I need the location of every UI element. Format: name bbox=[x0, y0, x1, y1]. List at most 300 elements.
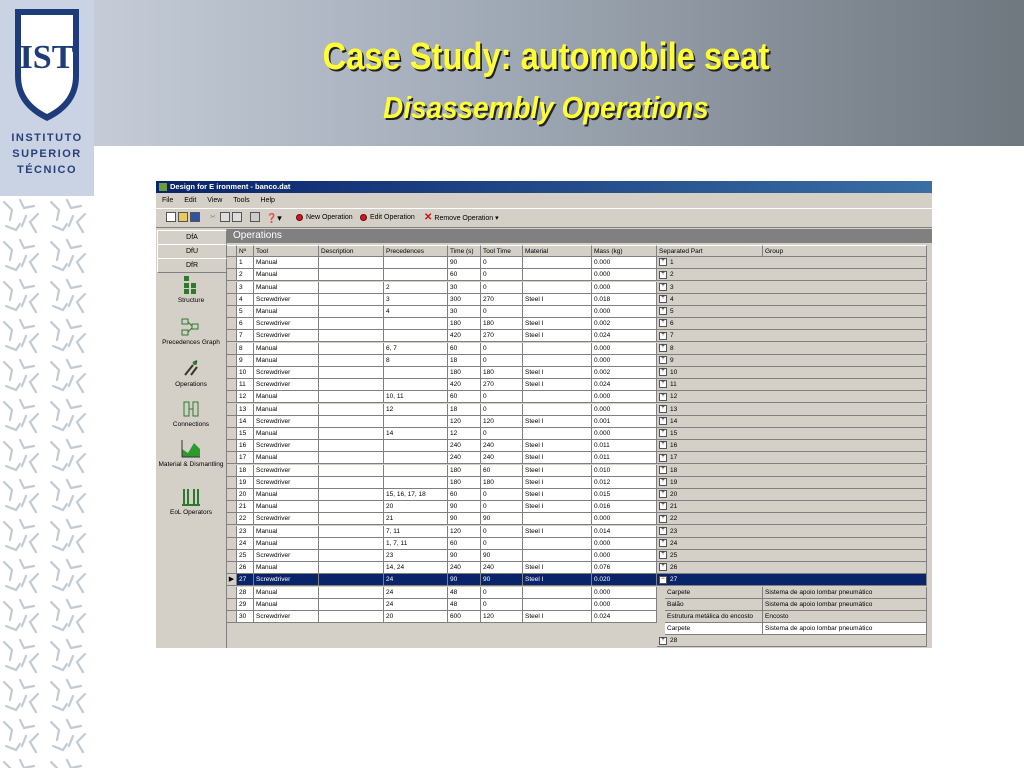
table-cell[interactable]: 90 bbox=[448, 257, 481, 269]
parts-row-cell[interactable] bbox=[657, 318, 927, 330]
table-cell[interactable]: Steel I bbox=[523, 452, 592, 464]
table-cell[interactable]: Manual bbox=[254, 501, 319, 513]
table-cell[interactable] bbox=[319, 550, 384, 562]
table-cell[interactable] bbox=[523, 513, 592, 525]
separated-part-cell[interactable]: Carpete bbox=[665, 587, 763, 599]
expand-icon[interactable]: + bbox=[659, 368, 667, 376]
table-cell[interactable]: 7, 11 bbox=[384, 526, 448, 538]
table-cell[interactable]: 240 bbox=[481, 440, 523, 452]
table-cell[interactable]: 20 bbox=[237, 489, 254, 501]
row-selector[interactable] bbox=[227, 379, 237, 391]
table-cell[interactable]: 0 bbox=[481, 391, 523, 403]
expand-icon[interactable]: + bbox=[659, 356, 667, 364]
parts-row-cell[interactable] bbox=[657, 562, 927, 574]
table-cell[interactable]: 0 bbox=[481, 489, 523, 501]
table-cell[interactable]: 0.024 bbox=[592, 379, 657, 391]
table-cell[interactable]: 0.001 bbox=[592, 416, 657, 428]
row-selector[interactable] bbox=[227, 501, 237, 513]
parts-row-cell[interactable] bbox=[657, 477, 927, 489]
table-cell[interactable]: 180 bbox=[448, 367, 481, 379]
row-selector[interactable] bbox=[227, 440, 237, 452]
table-cell[interactable] bbox=[384, 416, 448, 428]
table-cell[interactable]: 0 bbox=[481, 282, 523, 294]
row-selector[interactable] bbox=[227, 562, 237, 574]
table-cell[interactable]: 0 bbox=[481, 306, 523, 318]
table-cell[interactable]: Steel I bbox=[523, 294, 592, 306]
column-header[interactable]: Nº bbox=[237, 245, 254, 257]
table-cell[interactable] bbox=[319, 562, 384, 574]
table-cell[interactable] bbox=[319, 318, 384, 330]
table-cell[interactable] bbox=[319, 574, 384, 586]
separated-part-cell[interactable]: Estrutura metálica do encosto bbox=[665, 611, 763, 623]
table-cell[interactable]: 0.024 bbox=[592, 330, 657, 342]
table-cell[interactable]: 8 bbox=[237, 343, 254, 355]
expand-icon[interactable]: + bbox=[659, 258, 667, 266]
row-selector[interactable] bbox=[227, 428, 237, 440]
table-cell[interactable]: 1, 7, 11 bbox=[384, 538, 448, 550]
row-selector[interactable] bbox=[227, 465, 237, 477]
table-cell[interactable]: Steel I bbox=[523, 367, 592, 379]
table-cell[interactable]: 0.011 bbox=[592, 440, 657, 452]
column-header[interactable]: Mass (kg) bbox=[592, 245, 657, 257]
column-header[interactable]: Description bbox=[319, 245, 384, 257]
separated-part-cell[interactable]: Carpete bbox=[665, 623, 763, 635]
table-cell[interactable]: 1 bbox=[237, 257, 254, 269]
table-cell[interactable]: 5 bbox=[237, 306, 254, 318]
table-cell[interactable]: 60 bbox=[448, 343, 481, 355]
table-cell[interactable]: 270 bbox=[481, 379, 523, 391]
parts-row-cell[interactable] bbox=[657, 269, 927, 281]
table-cell[interactable]: 60 bbox=[448, 391, 481, 403]
table-cell[interactable] bbox=[319, 513, 384, 525]
table-cell[interactable]: 0.000 bbox=[592, 269, 657, 281]
table-cell[interactable]: 12 bbox=[448, 428, 481, 440]
table-cell[interactable]: Manual bbox=[254, 428, 319, 440]
table-cell[interactable]: Steel I bbox=[523, 318, 592, 330]
new-file-icon[interactable] bbox=[166, 212, 176, 222]
table-cell[interactable]: 90 bbox=[481, 574, 523, 586]
row-selector[interactable] bbox=[227, 294, 237, 306]
table-cell[interactable]: 21 bbox=[237, 501, 254, 513]
table-cell[interactable]: Steel I bbox=[523, 574, 592, 586]
table-cell[interactable]: 240 bbox=[448, 452, 481, 464]
table-cell[interactable]: Steel I bbox=[523, 501, 592, 513]
table-cell[interactable]: 0 bbox=[481, 587, 523, 599]
table-cell[interactable]: 180 bbox=[448, 318, 481, 330]
cut-icon[interactable]: ✂ bbox=[210, 214, 216, 221]
table-cell[interactable]: 30 bbox=[237, 611, 254, 623]
row-selector[interactable] bbox=[227, 489, 237, 501]
table-cell[interactable] bbox=[319, 282, 384, 294]
table-cell[interactable]: 0.000 bbox=[592, 257, 657, 269]
table-cell[interactable]: 18 bbox=[448, 355, 481, 367]
table-cell[interactable]: 0.000 bbox=[592, 282, 657, 294]
expand-icon[interactable]: + bbox=[659, 490, 667, 498]
table-cell[interactable] bbox=[384, 318, 448, 330]
table-cell[interactable]: Steel I bbox=[523, 489, 592, 501]
table-cell[interactable] bbox=[523, 550, 592, 562]
table-cell[interactable]: 120 bbox=[481, 611, 523, 623]
table-cell[interactable] bbox=[384, 440, 448, 452]
table-cell[interactable] bbox=[384, 452, 448, 464]
save-icon[interactable] bbox=[190, 212, 200, 222]
table-cell[interactable]: 420 bbox=[448, 379, 481, 391]
menu-view[interactable]: View bbox=[207, 197, 223, 204]
edit-operation-button[interactable]: Edit Operation bbox=[360, 209, 415, 227]
table-cell[interactable]: 0 bbox=[481, 501, 523, 513]
row-selector[interactable] bbox=[227, 513, 237, 525]
table-cell[interactable]: 2 bbox=[237, 269, 254, 281]
remove-operation-button[interactable]: ✕ Remove Operation ▾ bbox=[424, 212, 499, 223]
nav-operations[interactable] bbox=[156, 359, 226, 388]
table-cell[interactable]: Manual bbox=[254, 343, 319, 355]
table-cell[interactable]: 48 bbox=[448, 599, 481, 611]
row-selector[interactable] bbox=[227, 404, 237, 416]
table-cell[interactable]: Manual bbox=[254, 489, 319, 501]
table-cell[interactable]: 120 bbox=[448, 416, 481, 428]
table-cell[interactable]: 0 bbox=[481, 404, 523, 416]
table-cell[interactable]: Manual bbox=[254, 404, 319, 416]
table-cell[interactable]: 10, 11 bbox=[384, 391, 448, 403]
row-selector[interactable] bbox=[227, 318, 237, 330]
table-cell[interactable]: Screwdriver bbox=[254, 318, 319, 330]
parts-row-cell[interactable] bbox=[657, 440, 927, 452]
table-cell[interactable]: 60 bbox=[448, 538, 481, 550]
table-cell[interactable] bbox=[319, 611, 384, 623]
parts-row-cell[interactable] bbox=[657, 355, 927, 367]
table-cell[interactable] bbox=[319, 587, 384, 599]
table-cell[interactable] bbox=[319, 257, 384, 269]
table-cell[interactable]: 240 bbox=[448, 562, 481, 574]
table-cell[interactable]: 0.000 bbox=[592, 355, 657, 367]
table-cell[interactable]: 7 bbox=[237, 330, 254, 342]
table-cell[interactable]: 0.076 bbox=[592, 562, 657, 574]
expand-icon[interactable]: + bbox=[659, 539, 667, 547]
table-cell[interactable] bbox=[319, 404, 384, 416]
row-selector[interactable] bbox=[227, 306, 237, 318]
table-cell[interactable] bbox=[319, 526, 384, 538]
table-cell[interactable]: 90 bbox=[448, 550, 481, 562]
table-cell[interactable]: 0 bbox=[481, 526, 523, 538]
table-cell[interactable] bbox=[523, 306, 592, 318]
table-cell[interactable]: 0 bbox=[481, 269, 523, 281]
table-cell[interactable]: 0.000 bbox=[592, 428, 657, 440]
table-cell[interactable]: 180 bbox=[448, 477, 481, 489]
table-cell[interactable]: Manual bbox=[254, 282, 319, 294]
table-cell[interactable]: 270 bbox=[481, 330, 523, 342]
table-cell[interactable]: 4 bbox=[384, 306, 448, 318]
menu-edit[interactable]: Edit bbox=[184, 197, 197, 204]
column-header[interactable]: Material bbox=[523, 245, 592, 257]
expand-icon[interactable]: + bbox=[659, 332, 667, 340]
table-cell[interactable]: 28 bbox=[237, 587, 254, 599]
parts-row-cell[interactable] bbox=[657, 257, 927, 269]
table-cell[interactable]: 0.012 bbox=[592, 477, 657, 489]
parts-column-header[interactable]: Group bbox=[763, 245, 927, 257]
table-cell[interactable]: 0.010 bbox=[592, 465, 657, 477]
table-cell[interactable]: 0.020 bbox=[592, 574, 657, 586]
table-cell[interactable]: 14 bbox=[384, 428, 448, 440]
table-cell[interactable] bbox=[319, 599, 384, 611]
expand-icon[interactable]: + bbox=[659, 454, 667, 462]
table-cell[interactable]: Screwdriver bbox=[254, 330, 319, 342]
table-cell[interactable]: 90 bbox=[448, 574, 481, 586]
table-cell[interactable]: 0 bbox=[481, 538, 523, 550]
parts-row-cell[interactable] bbox=[657, 538, 927, 550]
table-cell[interactable] bbox=[523, 599, 592, 611]
parts-row-cell[interactable] bbox=[657, 452, 927, 464]
row-selector[interactable] bbox=[227, 367, 237, 379]
row-selector[interactable] bbox=[227, 355, 237, 367]
table-cell[interactable] bbox=[384, 330, 448, 342]
row-selector[interactable] bbox=[227, 269, 237, 281]
table-cell[interactable]: 120 bbox=[481, 416, 523, 428]
table-cell[interactable]: 0.018 bbox=[592, 294, 657, 306]
parts-row-cell[interactable] bbox=[657, 404, 927, 416]
table-cell[interactable]: Screwdriver bbox=[254, 294, 319, 306]
table-cell[interactable]: Manual bbox=[254, 391, 319, 403]
table-cell[interactable]: Manual bbox=[254, 257, 319, 269]
expand-icon[interactable]: + bbox=[659, 563, 667, 571]
menu-help[interactable]: Help bbox=[260, 197, 275, 204]
nav-structure[interactable] bbox=[156, 275, 226, 304]
table-cell[interactable]: 0 bbox=[481, 343, 523, 355]
table-cell[interactable]: 180 bbox=[481, 367, 523, 379]
table-cell[interactable]: 11 bbox=[237, 379, 254, 391]
row-selector[interactable] bbox=[227, 538, 237, 550]
table-cell[interactable]: 9 bbox=[237, 355, 254, 367]
parts-row-cell[interactable] bbox=[657, 465, 927, 477]
table-cell[interactable] bbox=[384, 465, 448, 477]
group-cell[interactable]: Encosto bbox=[763, 611, 927, 623]
table-cell[interactable]: Screwdriver bbox=[254, 574, 319, 586]
table-cell[interactable]: Screwdriver bbox=[254, 416, 319, 428]
table-cell[interactable]: 240 bbox=[481, 562, 523, 574]
table-cell[interactable]: Steel I bbox=[523, 611, 592, 623]
table-cell[interactable]: 0.000 bbox=[592, 404, 657, 416]
parts-row-cell[interactable] bbox=[657, 501, 927, 513]
row-selector[interactable] bbox=[227, 587, 237, 599]
table-cell[interactable]: 27 bbox=[237, 574, 254, 586]
table-cell[interactable]: 23 bbox=[237, 526, 254, 538]
table-cell[interactable]: Manual bbox=[254, 452, 319, 464]
row-selector[interactable] bbox=[227, 550, 237, 562]
table-cell[interactable] bbox=[384, 269, 448, 281]
table-cell[interactable]: 4 bbox=[237, 294, 254, 306]
parts-row-cell[interactable] bbox=[657, 416, 927, 428]
table-cell[interactable] bbox=[523, 257, 592, 269]
table-cell[interactable] bbox=[523, 269, 592, 281]
row-selector[interactable] bbox=[227, 282, 237, 294]
table-cell[interactable]: 600 bbox=[448, 611, 481, 623]
table-cell[interactable]: 0.000 bbox=[592, 391, 657, 403]
table-cell[interactable]: 2 bbox=[384, 282, 448, 294]
expand-icon[interactable]: + bbox=[659, 271, 667, 279]
parts-row-cell[interactable] bbox=[657, 550, 927, 562]
row-selector[interactable] bbox=[227, 599, 237, 611]
nav-eol-operators[interactable] bbox=[156, 487, 226, 516]
table-cell[interactable]: Steel I bbox=[523, 416, 592, 428]
table-cell[interactable] bbox=[384, 379, 448, 391]
table-cell[interactable]: Screwdriver bbox=[254, 611, 319, 623]
expand-icon[interactable]: + bbox=[659, 466, 667, 474]
table-cell[interactable] bbox=[319, 452, 384, 464]
table-cell[interactable]: 0.000 bbox=[592, 343, 657, 355]
table-cell[interactable]: 60 bbox=[448, 269, 481, 281]
expand-icon[interactable]: + bbox=[659, 283, 667, 291]
parts-row-cell[interactable] bbox=[657, 294, 927, 306]
table-cell[interactable] bbox=[319, 477, 384, 489]
parts-row-cell[interactable] bbox=[657, 526, 927, 538]
table-cell[interactable] bbox=[384, 367, 448, 379]
table-cell[interactable]: 3 bbox=[384, 294, 448, 306]
table-cell[interactable]: 26 bbox=[237, 562, 254, 574]
help-icon[interactable]: ❓▾ bbox=[266, 213, 282, 223]
expand-icon[interactable]: + bbox=[659, 527, 667, 535]
table-cell[interactable]: Steel I bbox=[523, 465, 592, 477]
nav-connections[interactable] bbox=[156, 399, 226, 428]
parts-row-cell[interactable] bbox=[657, 489, 927, 501]
table-cell[interactable]: 0 bbox=[481, 257, 523, 269]
table-cell[interactable] bbox=[523, 404, 592, 416]
table-cell[interactable] bbox=[319, 416, 384, 428]
table-cell[interactable]: 10 bbox=[237, 367, 254, 379]
group-cell[interactable]: Sistema de apoio lombar pneumático bbox=[763, 623, 927, 635]
parts-row-cell[interactable] bbox=[657, 391, 927, 403]
table-cell[interactable]: 20 bbox=[384, 611, 448, 623]
table-cell[interactable]: Screwdriver bbox=[254, 367, 319, 379]
table-cell[interactable] bbox=[319, 367, 384, 379]
table-cell[interactable]: Screwdriver bbox=[254, 477, 319, 489]
table-cell[interactable]: 18 bbox=[237, 465, 254, 477]
table-cell[interactable] bbox=[319, 428, 384, 440]
table-cell[interactable] bbox=[523, 343, 592, 355]
parts-row-cell[interactable] bbox=[657, 635, 927, 647]
table-cell[interactable]: Steel I bbox=[523, 330, 592, 342]
table-cell[interactable]: 24 bbox=[237, 538, 254, 550]
open-folder-icon[interactable] bbox=[178, 212, 188, 222]
nav-precedences-graph[interactable] bbox=[156, 317, 226, 346]
parts-row-cell[interactable] bbox=[657, 428, 927, 440]
table-cell[interactable]: 180 bbox=[481, 318, 523, 330]
tab-dfr[interactable]: DfR bbox=[157, 258, 227, 273]
expand-icon[interactable]: + bbox=[659, 380, 667, 388]
column-header[interactable]: Time (s) bbox=[448, 245, 481, 257]
table-cell[interactable] bbox=[319, 269, 384, 281]
table-cell[interactable]: 0.000 bbox=[592, 513, 657, 525]
table-cell[interactable]: 0.011 bbox=[592, 452, 657, 464]
expand-icon[interactable]: + bbox=[659, 551, 667, 559]
expand-icon[interactable]: + bbox=[659, 417, 667, 425]
table-cell[interactable]: 180 bbox=[448, 465, 481, 477]
table-cell[interactable]: 29 bbox=[237, 599, 254, 611]
table-cell[interactable]: 60 bbox=[481, 465, 523, 477]
table-cell[interactable]: 8 bbox=[384, 355, 448, 367]
table-cell[interactable]: Manual bbox=[254, 526, 319, 538]
expand-icon[interactable]: + bbox=[659, 319, 667, 327]
tab-dfu[interactable]: DfU bbox=[157, 244, 227, 259]
expand-icon[interactable]: + bbox=[659, 405, 667, 413]
menu-tools[interactable]: Tools bbox=[233, 197, 250, 204]
table-cell[interactable] bbox=[319, 294, 384, 306]
table-cell[interactable]: 17 bbox=[237, 452, 254, 464]
table-cell[interactable] bbox=[523, 282, 592, 294]
table-cell[interactable]: 0.015 bbox=[592, 489, 657, 501]
table-cell[interactable]: 24 bbox=[384, 587, 448, 599]
row-selector[interactable] bbox=[227, 330, 237, 342]
table-cell[interactable]: 30 bbox=[448, 306, 481, 318]
table-cell[interactable]: Manual bbox=[254, 269, 319, 281]
parts-row-cell[interactable] bbox=[657, 513, 927, 525]
row-selector[interactable] bbox=[227, 477, 237, 489]
table-cell[interactable] bbox=[319, 465, 384, 477]
table-cell[interactable]: 16 bbox=[237, 440, 254, 452]
table-cell[interactable]: 0 bbox=[481, 599, 523, 611]
table-cell[interactable]: 23 bbox=[384, 550, 448, 562]
table-cell[interactable]: Manual bbox=[254, 587, 319, 599]
table-cell[interactable]: 0.000 bbox=[592, 587, 657, 599]
table-cell[interactable] bbox=[319, 501, 384, 513]
table-cell[interactable]: 0.016 bbox=[592, 501, 657, 513]
table-cell[interactable]: 0.000 bbox=[592, 599, 657, 611]
table-cell[interactable]: 90 bbox=[448, 513, 481, 525]
table-cell[interactable]: 6 bbox=[237, 318, 254, 330]
table-cell[interactable]: Steel I bbox=[523, 562, 592, 574]
nav-material-dismantling[interactable] bbox=[156, 439, 226, 468]
table-cell[interactable]: 120 bbox=[448, 526, 481, 538]
table-cell[interactable]: 180 bbox=[481, 477, 523, 489]
table-cell[interactable]: 20 bbox=[384, 501, 448, 513]
expand-icon[interactable]: + bbox=[659, 441, 667, 449]
table-cell[interactable]: 25 bbox=[237, 550, 254, 562]
table-cell[interactable]: 90 bbox=[481, 550, 523, 562]
table-cell[interactable]: 0.014 bbox=[592, 526, 657, 538]
table-cell[interactable]: 24 bbox=[384, 599, 448, 611]
table-cell[interactable]: 0.002 bbox=[592, 367, 657, 379]
table-cell[interactable]: 0.000 bbox=[592, 538, 657, 550]
table-cell[interactable]: Steel I bbox=[523, 379, 592, 391]
table-cell[interactable]: Screwdriver bbox=[254, 440, 319, 452]
row-selector[interactable] bbox=[227, 257, 237, 269]
table-cell[interactable] bbox=[319, 306, 384, 318]
parts-row-cell[interactable] bbox=[657, 379, 927, 391]
table-cell[interactable]: 0.000 bbox=[592, 306, 657, 318]
parts-row-cell[interactable] bbox=[657, 306, 927, 318]
table-cell[interactable] bbox=[523, 428, 592, 440]
expand-icon[interactable]: + bbox=[659, 478, 667, 486]
table-cell[interactable]: 0.000 bbox=[592, 550, 657, 562]
table-cell[interactable]: 300 bbox=[448, 294, 481, 306]
table-cell[interactable]: 18 bbox=[448, 404, 481, 416]
table-cell[interactable]: Manual bbox=[254, 538, 319, 550]
table-cell[interactable] bbox=[523, 391, 592, 403]
table-cell[interactable]: 15, 16, 17, 18 bbox=[384, 489, 448, 501]
table-cell[interactable]: 12 bbox=[384, 404, 448, 416]
table-cell[interactable]: 24 bbox=[384, 574, 448, 586]
current-row-indicator[interactable]: ▶ bbox=[227, 574, 237, 586]
new-operation-button[interactable]: New Operation bbox=[296, 209, 353, 227]
table-cell[interactable]: 0.002 bbox=[592, 318, 657, 330]
table-cell[interactable] bbox=[319, 538, 384, 550]
separated-part-cell[interactable]: Balão bbox=[665, 599, 763, 611]
collapse-icon[interactable]: − bbox=[659, 576, 667, 584]
expand-icon[interactable]: + bbox=[659, 344, 667, 352]
parts-row-cell[interactable] bbox=[657, 343, 927, 355]
row-selector[interactable] bbox=[227, 416, 237, 428]
table-cell[interactable] bbox=[319, 330, 384, 342]
table-cell[interactable]: 0 bbox=[481, 355, 523, 367]
expand-icon[interactable]: + bbox=[659, 502, 667, 510]
